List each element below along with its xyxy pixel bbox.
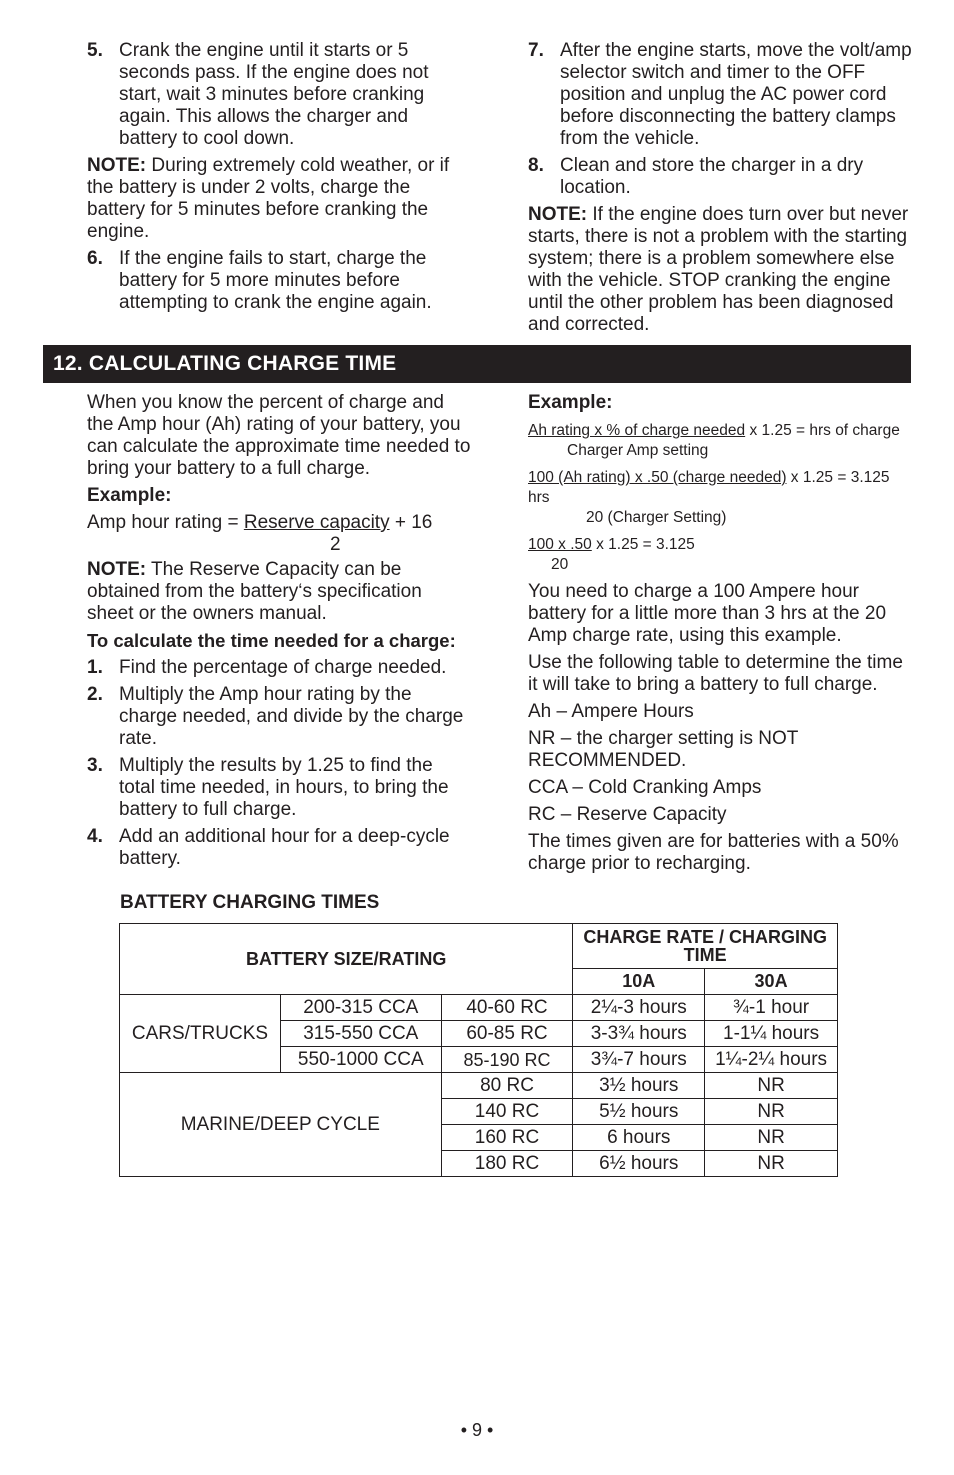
note-text: If the engine does turn over but never starts, there is not a problem with the starting system; there is a problem somewhere else with the vehicle. STOP cranking the engine until the other problem has been diagnosed and corrected. [528,204,909,335]
note-label: NOTE: [87,559,147,580]
cell-10a: 3-3¾ hours [573,1021,705,1047]
header-battery-size: BATTERY SIZE/RATING [120,924,573,995]
step-number: 3. [87,755,103,776]
step-8 [528,155,912,199]
table-intro-paragraph: Use the following table to determine the time it will take to bring a battery to full charge. [528,652,903,695]
definition-rc: RC – Reserve Capacity [528,804,727,825]
step-7 [528,40,912,150]
example-label: Example: [87,485,172,506]
step-text: Multiply the results by 1.25 to find the total time needed, in hours, to bring the battery to full charge. [119,755,449,820]
cell-10a: 3½ hours [573,1073,705,1099]
equation-3 [528,535,914,575]
step-text: Find the percentage of charge needed. [119,657,447,678]
definition-cca: CCA – Cold Cranking Amps [528,777,762,798]
example-label: Example: [528,392,613,413]
equation-1 [528,421,914,461]
cell-30a: NR [705,1073,838,1099]
step-number: 6. [87,248,103,269]
definition-ah: Ah – Ampere Hours [528,701,694,722]
cell-cca: 550-1000 CCA [280,1047,441,1073]
step-number: 2. [87,684,103,705]
note-text: The Reserve Capacity can be obtained from the battery‘s specification sheet or the owners manual. [87,559,422,624]
cell-rc: 40-60 RC [441,995,573,1021]
cell-rc: 80 RC [441,1073,573,1099]
cell-30a: 1¼-2¼ hours [705,1047,838,1073]
times-note-paragraph: The times given are for batteries with a 50% charge prior to recharging. [528,831,899,874]
note-text: During extremely cold weather, or if the battery is under 2 volts, charge the battery for 5 minutes before cranking the engine. [87,155,450,242]
amp-hour-formula [87,512,471,556]
formula-prefix: Amp hour rating = [87,512,244,533]
step-number: 8. [528,155,544,176]
step-text: After the engine starts, move the volt/amp selector switch and timer to the OFF position and unplug the AC power cord before disconnecting the battery clamps from the vehicle. [560,40,912,149]
note-label: NOTE: [528,204,588,225]
battery-charging-times-table [119,923,838,1177]
group-cars-trucks: CARS/TRUCKS [120,995,281,1073]
cell-30a: 1-1¼ hours [705,1021,838,1047]
calc-step-1 [87,657,471,679]
eq2-denominator: 20 (Charger Setting) [586,509,727,526]
step-5 [87,40,469,150]
eq1-numerator: Ah rating x % of charge needed [528,422,746,439]
table-row [120,1073,838,1099]
calc-heading: To calculate the time needed for a charge: [87,630,456,651]
step-6 [87,248,469,314]
cell-10a: 5½ hours [573,1099,705,1125]
cell-rc: 60-85 RC [441,1021,573,1047]
table-title: BATTERY CHARGING TIMES [120,892,380,913]
cell-10a: 6½ hours [573,1151,705,1177]
right-top-column [528,40,912,336]
cell-30a: NR [705,1125,838,1151]
eq3-numerator: 100 x .50 [528,536,592,553]
step-text: Crank the engine until it starts or 5 seconds pass. If the engine does not start, wait 3 minutes before cranking again. This allows the charger and battery to cool down. [119,40,429,149]
header-30a: 30A [705,968,838,994]
step-number: 5. [87,40,103,61]
formula-numerator: Reserve capacity [243,512,390,533]
step-number: 4. [87,826,103,847]
cell-10a: 6 hours [573,1125,705,1151]
cell-rc: 160 RC [441,1125,573,1151]
example-result-paragraph: You need to charge a 100 Ampere hour battery for a little more than 3 hrs at the 20 Amp charge rate, using this example. [528,581,887,646]
equation-2 [528,468,914,528]
table-row [120,995,838,1021]
eq3-denominator: 20 [551,556,569,573]
calc-step-4 [87,826,471,870]
note-label: NOTE: [87,155,147,176]
group-marine-deep-cycle: MARINE/DEEP CYCLE [120,1073,442,1177]
formula-denominator: 2 [330,534,341,555]
cell-10a: 2¼-3 hours [573,995,705,1021]
eq1-suffix: x 1.25 = hrs of charge [745,422,900,439]
note-reserve-capacity [87,559,471,625]
cell-30a: NR [705,1099,838,1125]
page-number: • 9 • [460,1420,494,1440]
calc-step-3 [87,755,471,821]
definition-nr: NR – the charger setting is NOT RECOMMENDED. [528,728,798,771]
cell-30a: NR [705,1151,838,1177]
eq1-denominator: Charger Amp setting [567,442,709,459]
intro-paragraph: When you know the percent of charge and the Amp hour (Ah) rating of your battery, you can calculate the approximate time needed to bring your battery to a full charge. [87,392,471,479]
step-text: Multiply the Amp hour rating by the charge needed, and divide by the charge rate. [119,684,464,749]
eq2-suffix: x 1.25 = 3.125 hrs [528,469,890,506]
cell-cca: 200-315 CCA [280,995,441,1021]
note-engine-turn-over [528,204,912,336]
table-header-row [120,924,838,969]
header-charge-rate: CHARGE RATE / CHARGING TIME [573,924,838,969]
cell-rc: 180 RC [441,1151,573,1177]
left-top-column [87,40,469,314]
step-number: 7. [528,40,544,61]
left-body-column [87,392,471,870]
section-header: 12. CALCULATING CHARGE TIME [43,345,911,383]
cell-rc: 140 RC [441,1099,573,1125]
header-10a: 10A [573,968,705,994]
step-text: Add an additional hour for a deep-cycle battery. [119,826,450,869]
eq3-suffix: x 1.25 = 3.125 [591,536,695,553]
cell-rc: 85-190 RC [441,1047,573,1073]
calc-step-2 [87,684,471,750]
formula-suffix: + 16 [389,512,433,533]
step-text: If the engine fails to start, charge the battery for 5 more minutes before attempting to crank the engine again. [119,248,432,313]
step-text: Clean and store the charger in a dry location. [560,155,864,198]
eq2-numerator: 100 (Ah rating) x .50 (charge needed) [528,469,787,486]
cell-cca: 315-550 CCA [280,1021,441,1047]
cell-30a: ¾-1 hour [705,995,838,1021]
right-body-column [528,392,914,875]
note-cold-weather [87,155,469,243]
step-number: 1. [87,657,103,678]
cell-10a: 3¾-7 hours [573,1047,705,1073]
